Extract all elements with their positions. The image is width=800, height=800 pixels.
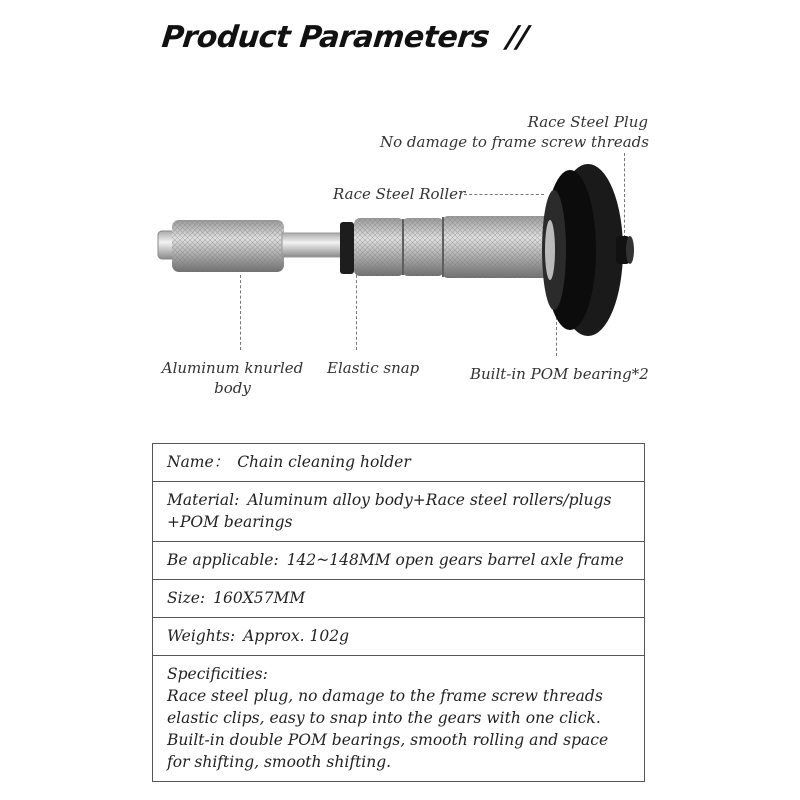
pom-bearing-label: Built-in POM bearing*2 <box>470 365 649 383</box>
name-label: Name： <box>167 453 230 471</box>
specificities-line-4: for shifting, smooth shifting. <box>167 753 392 771</box>
specificities-cell <box>153 656 645 782</box>
knurled-body <box>172 220 284 272</box>
race-steel-plug-label: Race Steel Plug <box>527 113 648 131</box>
applicable-label: Be applicable: <box>167 551 279 569</box>
smooth-shaft <box>282 233 342 257</box>
race-steel-plug <box>616 236 634 264</box>
size-label: Size: <box>167 589 206 607</box>
material-label: Material: <box>167 491 240 509</box>
race-steel-roller-label: Race Steel Roller <box>333 185 466 203</box>
weights-value: Approx. 102g <box>243 627 349 645</box>
elastic-snap-label: Elastic snap <box>327 359 420 377</box>
specificities-label: Specificities: <box>167 665 268 683</box>
chain-holder-illustration <box>150 160 640 340</box>
table-row <box>153 618 645 656</box>
table-row <box>153 580 645 618</box>
parameters-table <box>152 443 645 782</box>
title-text: Product Parameters <box>160 20 492 55</box>
knurled-body-line2: body <box>214 379 251 397</box>
table-row <box>153 542 645 580</box>
name-cell <box>153 444 645 482</box>
title-slashes: // <box>505 20 530 55</box>
size-cell <box>153 580 645 618</box>
table-row <box>153 444 645 482</box>
specificities-line-1: Race steel plug, no damage to the frame screw threads <box>167 687 603 705</box>
elastic-snap <box>340 222 354 274</box>
specificities-line-3: Built-in double POM bearings, smooth rolling and space <box>167 731 609 749</box>
knurled-body-label <box>150 358 315 398</box>
material-value-line1: Aluminum alloy body+Race steel rollers/plugs <box>247 491 612 509</box>
table-row <box>153 656 645 782</box>
material-cell <box>153 482 645 542</box>
page-title <box>160 20 530 55</box>
applicable-cell <box>153 542 645 580</box>
pom-bearing-pulley <box>542 164 623 336</box>
race-steel-roller <box>354 216 554 278</box>
applicable-value: 142~148MM open gears barrel axle frame <box>286 551 624 569</box>
plug-note-label: No damage to frame screw threads <box>380 133 649 151</box>
specificities-line-2: elastic clips, easy to snap into the gears with one click. <box>167 709 601 727</box>
material-value-line2: +POM bearings <box>167 513 293 531</box>
table-row <box>153 482 645 542</box>
weights-cell <box>153 618 645 656</box>
name-value: Chain cleaning holder <box>237 453 411 471</box>
weights-label: Weights: <box>167 627 236 645</box>
size-value: 160X57MM <box>213 589 306 607</box>
knurled-body-line1: Aluminum knurled <box>161 359 304 377</box>
